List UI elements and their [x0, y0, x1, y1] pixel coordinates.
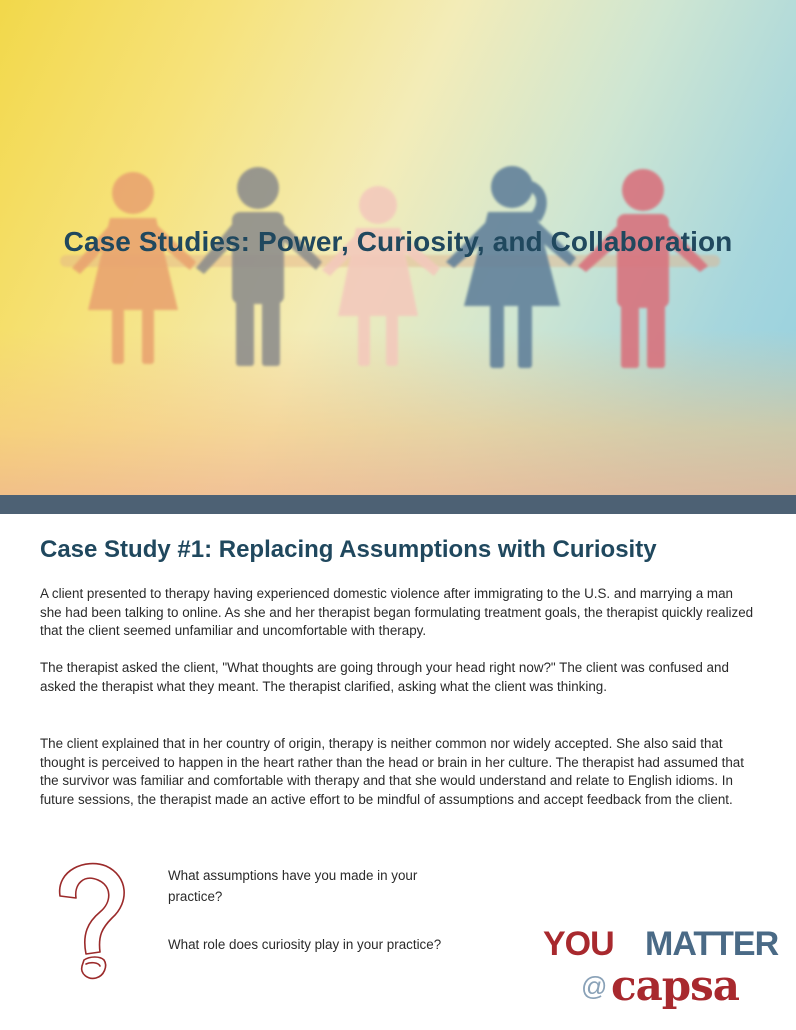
logo-you: YOU: [543, 925, 614, 963]
case-study-title: Case Study #1: Replacing Assumptions with Curiosity: [40, 536, 657, 563]
hero-banner: [0, 0, 796, 495]
divider-band: [0, 495, 796, 514]
reflection-question-2: What role does curiosity play in your practice?: [168, 937, 442, 952]
you-matter-capsa-logo: [543, 925, 783, 1020]
hero-title: Case Studies: Power, Curiosity, and Collaboration: [63, 226, 733, 257]
reflection-question-1: What assumptions have you made in your practice?: [168, 868, 418, 904]
question-mark-icon: [46, 856, 136, 986]
logo-at: @: [581, 971, 608, 1001]
case-paragraph-3: The client explained that in her country of origin, therapy is neither common nor widely accepted. She also said that thought is perceived to happen in the heart rather than the head or brain in her culture. The therapist had assumed that the survivor was familiar and comfortable with therapy and that she would understand and relate to English idioms. In future sessions, the therapist made an active effort to be mindful of assumptions and accept feedback from the client.: [40, 736, 744, 807]
logo-capsa: capsa: [611, 961, 740, 1010]
figure-1: [72, 172, 196, 364]
figure-3: [322, 186, 440, 366]
case-paragraph-2: The therapist asked the client, "What thoughts are going through your head right now?" The client was confused and asked the therapist what they meant. The therapist clarified, asking what the client was thinking.: [40, 660, 729, 694]
case-paragraph-1: A client presented to therapy having experienced domestic violence after immigrating to the U.S. and marrying a man she had been talking to online. As she and her therapist began formulating treatment goals, the therapist quickly realized that the client seemed unfamiliar and uncomfortable with therapy.: [40, 586, 754, 638]
logo-matter: MATTER: [645, 925, 779, 963]
figure-5: [578, 169, 708, 368]
